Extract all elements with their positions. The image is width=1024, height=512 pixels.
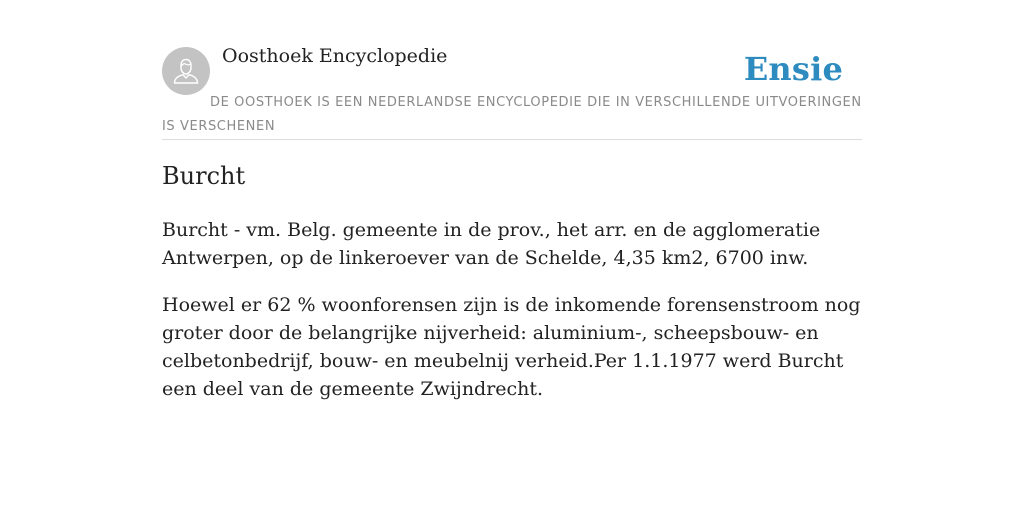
source-avatar[interactable] xyxy=(162,47,210,95)
source-header xyxy=(162,0,862,140)
entry-paragraph: Hoewel er 62 % woonforensen zijn is de inkomende forensenstroom nog groter door de belangrijke nijverheid: aluminium-, scheepsbouw- en celbetonbedrijf, bouw- en meubelnij verheid.Per 1.1.1977 werd Burcht een deel van de gemeente Zwijndrecht. xyxy=(162,294,861,400)
source-title[interactable]: Oosthoek Encyclopedie xyxy=(222,45,448,67)
user-avatar-icon xyxy=(171,56,201,86)
entry-body xyxy=(162,216,862,422)
entry-paragraph: Burcht - vm. Belg. gemeente in de prov., het arr. en de agglomeratie Antwerpen, op de linkeroever van de Schelde, 4,35 km2, 6700 inw. xyxy=(162,219,821,269)
entry-title: Burcht xyxy=(162,162,246,190)
page xyxy=(162,0,862,400)
brand-logo[interactable]: Ensie xyxy=(743,50,843,88)
source-description: DE OOSTHOEK IS EEN NEDERLANDSE ENCYCLOPEDIE DIE IN VERSCHILLENDE UITVOERINGEN IS VERSCHENEN xyxy=(162,95,862,134)
